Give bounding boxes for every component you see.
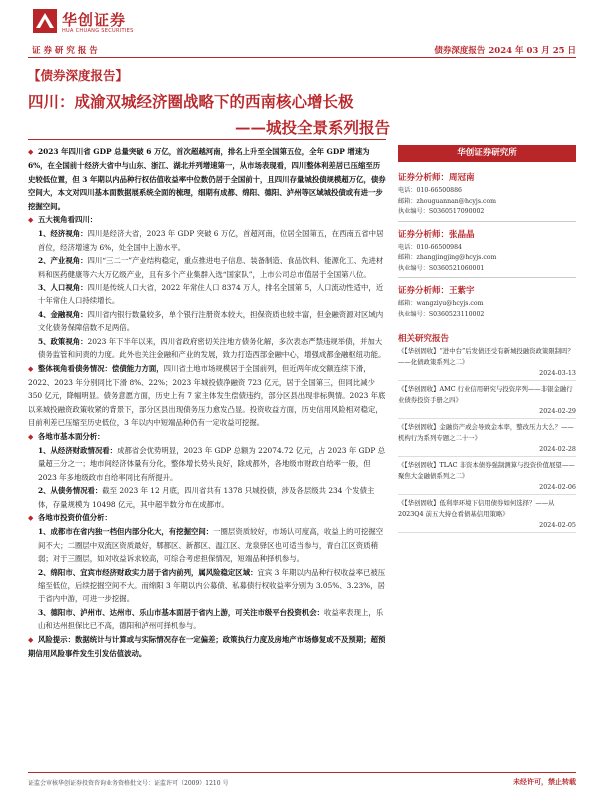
related-report-date: 2024-02-28 xyxy=(398,444,576,457)
analyst-license: 执业编号：S0360517090002 xyxy=(398,208,485,215)
footer-license: 证监会审核华创证券投资咨询业务资格批文号：证监许可（2009）1210 号 xyxy=(28,780,229,787)
analyst-email[interactable]: 邮箱：zhangjingjing@hcyjs.com xyxy=(398,254,497,261)
analyst-license: 执业编号：S0360523110002 xyxy=(398,310,485,318)
analyst-role: 证券分析师： xyxy=(398,173,450,183)
bullet-icon: ◆ xyxy=(28,148,34,156)
section-city-fundamentals: ◆ 各地市基本面分析： xyxy=(28,430,386,444)
sidebar xyxy=(398,145,576,536)
list-item: 1、经济视角：四川是经济大省，2023 年 GDP 突破 6 万亿，首超河南，位居全国第五，在西南五省中居首位，经济增速为 6%，处全国中上游水平。 xyxy=(38,229,384,252)
bullet-icon: ◆ xyxy=(28,635,34,644)
list-item: 1、成都市在省内独一档但内部分化大，有挖掘空间：一圈层资质较好，市场认可度高，收益上的可挖掘空间不大；二圈层中双流区资质最好，郫都区、新都区、温江区、龙泉驿区也可适当参与，青白江区资质稍弱；对于三圈层，如对收益诉求较高，可综合考虑担保情况，短端品种择机参与。 xyxy=(38,527,384,564)
analyst-card xyxy=(398,277,576,320)
analyst-phone: 电话：010-66500886 xyxy=(398,187,462,194)
analyst-role: 证券分析师： xyxy=(398,229,450,240)
related-report-title[interactable]: 《【华创固收】“进中台”后发债还受有新城投融资政策限制吗？——化债政策系列之二》 xyxy=(398,347,574,366)
analyst-license: 执业编号：S0360521060001 xyxy=(398,264,485,272)
analyst-name: 张晶晶 xyxy=(449,229,475,240)
report-tag: 【债券深度报告】 xyxy=(28,68,129,83)
related-report[interactable] xyxy=(398,422,576,457)
report-body xyxy=(28,145,386,660)
bullet-icon: ◆ xyxy=(28,513,34,522)
related-reports-title: 相关研究报告 xyxy=(398,334,450,344)
logo-subtext: HUA CHUANG SECURITIES xyxy=(62,28,134,34)
section-debt-overview: ◆ 整体视角看债务情况：偿债能力方面，四川省土地市场规模居于全国前列，但近两年成交额连续下滑，2022、2023 年分别同比下滑 8%、22%；2023 年城投债净融资 723 亿元，居于全国第三，但同比减少 350 亿元，降幅明显。债务意愿方面，历史上有 7 家主体发生偿债违约，部分区县出现非标舆情。2023 年底以来城投融资政策收紧的背景下，部分区县出现债务压力愈发凸显。投资收益方面，历史信用风险相对稳定，目前利差已压缩至历史低位，3 年以内中短端品种仍有一定收益可挖掘。 xyxy=(28,363,386,428)
footer-copyright: 未经许可，禁止转载 xyxy=(513,777,576,786)
related-report-title[interactable]: 《【华创固收】金融资产或会导致金本率，整改压力大么？——机构行为系列专题之二十一》 xyxy=(398,423,574,442)
report-title: 四川：成渝双城经济圈战略下的西南核心增长极 xyxy=(28,92,354,111)
footer-divider xyxy=(28,772,576,773)
org-title: 华创证券研究所 xyxy=(398,145,576,162)
header-date: 债券深度报告 2024 年 03 月 25 日 xyxy=(434,46,576,56)
list-item: 2、产业视角：四川“三二一”产业结构稳定，重点推进电子信息、装备制造、食品饮料、能源化工、先进材料和医药健康等六大万亿级产业，且有多个产业集群入选“国家队”，上市公司总市值居于全国第八位。 xyxy=(38,256,384,279)
section-five-views: ◆ 五大视角看四川： xyxy=(28,213,386,227)
report-subtitle: ——城投全景系列报告 xyxy=(234,118,390,137)
huachuang-logo-icon xyxy=(32,8,58,34)
risk-warning: ◆ 风险提示：数据统计与计算或与实际情况存在一定偏差；政策执行力度及房地产市场修复或不及预期；超预期信用风险事件发生引发估值波动。 xyxy=(28,634,386,659)
list-item: 4、金融视角：四川省内银行数量较多，单个银行注册资本较大，担保资质也较丰富，但金融资源对区域内文化债务保障倍数不足两倍。 xyxy=(38,309,384,333)
related-report-title[interactable]: 《【华创固收】AMC 行业信用研究与投资序列——非银金融行业债券投资手册之四》 xyxy=(398,385,573,404)
analyst-card xyxy=(398,221,576,275)
analyst-email[interactable]: 邮箱：zhouguannan@hcyjs.com xyxy=(398,197,497,205)
bullet-icon: ◆ xyxy=(28,432,34,441)
related-report-date: 2024-02-05 xyxy=(398,520,576,533)
related-report-date: 2024-02-06 xyxy=(398,482,576,495)
related-report[interactable] xyxy=(398,498,576,533)
list-item: 1、从经济财政情况看：成都省会优势明显，2023 年 GDP 总额为 22074.72 亿元，占 2023 年 GDP 总量超三分之一；地市间经济体量有分化，整体增长势头良好，除成都外，各地级市财政自给率一般，但 2023 年多地级政市自给率同比有所提升。 xyxy=(38,445,386,482)
logo-text: 华创证券 xyxy=(62,11,127,29)
analyst-name: 周冠南 xyxy=(449,173,475,183)
analyst-email[interactable]: 邮箱：wangziyu@hcyjs.com xyxy=(398,300,484,307)
list-item: 3、德阳市、泸州市、达州市、乐山市基本面居于省内上游，可关注市级平台投资机会：收益率表现上，乐山和达州担保比已不高，德阳和泸州可择机参与。 xyxy=(38,607,384,631)
bullet-icon: ◆ xyxy=(28,216,34,225)
header-category: 证 券 研 究 报 告 xyxy=(32,46,98,56)
list-item: 2、绵阳市、宜宾市经济财政实力居于省内前列，属风险稳定区域：宜宾 3 年期以内品种行权收益率已被压缩至低位，后续挖掘空间不大。而绵阳 3 年期以内公募债、私募债行权收益率分别为 3.05%、3.23%，居于省内中游，可进一步挖掘。 xyxy=(38,567,386,604)
related-report-title[interactable]: 《【华创固收】TLAC 非资本债券强制测算与投资价值展望——聚焦大金融债系列之二》 xyxy=(398,461,575,480)
related-report-date: 2024-03-13 xyxy=(398,368,576,381)
list-item: 3、人口视角：四川是传统人口大省，2022 年常住人口 8374 万人，排名全国第 5，人口流动性适中，近十年常住人口持续增长。 xyxy=(38,283,384,306)
analyst-role: 证券分析师： xyxy=(398,286,450,296)
list-item: 5、政策视角：2023 年下半年以来，四川省政府密切关注地方债务化解，多次表态严禁违规举债，并加大债务监管和问责的力度。此外也关注金融和产业的发展，致力打造西部金融中心，增强成都金融枢纽功能。 xyxy=(38,336,386,360)
bullet-icon: ◆ xyxy=(28,364,34,373)
related-report-title[interactable]: 《【华创固收】低利率环境下信用债券如何选择？——从 2023Q4 前五大持仓看债基信用策略》 xyxy=(398,499,555,518)
analyst-card xyxy=(398,170,576,218)
header-divider xyxy=(28,57,576,58)
related-report-date: 2024-02-29 xyxy=(398,406,576,419)
list-item: 2、从债务情况看：截至 2023 年 12 月底，四川省共有 1378 只城投债，涉及各层级共 234 个发债主体，存量规模为 10498 亿元，其中超半数分布在成都市。 xyxy=(38,486,375,509)
title-divider xyxy=(28,139,386,140)
analyst-name: 王紫宇 xyxy=(449,286,475,296)
related-report[interactable] xyxy=(398,384,576,419)
page-header xyxy=(28,6,576,58)
summary-paragraph: ◆ 2023 年四川省 GDP 总量突破 6 万亿，首次超越河南，排名上升至全国第五位，全年 GDP 增速为 6%，在全国前十经济大省中与山东、浙江、湖北并列增速第一，从市场表现看，四川整体利差居已压缩至历史较低位置，但 3 年期以内品种行权估值收益率中位数仍居于全国前十，且四川存量城投债规模超万亿，债券空间大，本文对四川基本面数据展系统全面的梳理，细期有成都、绵阳、德阳、泸州等区域城投债或有进一步挖掘空间。 xyxy=(28,147,386,211)
analyst-phone: 电话：010-66500984 xyxy=(398,243,462,251)
related-report[interactable] xyxy=(398,346,576,381)
related-report[interactable] xyxy=(398,460,576,495)
section-city-investment: ◆ 各地市投资价值分析： xyxy=(28,511,386,525)
